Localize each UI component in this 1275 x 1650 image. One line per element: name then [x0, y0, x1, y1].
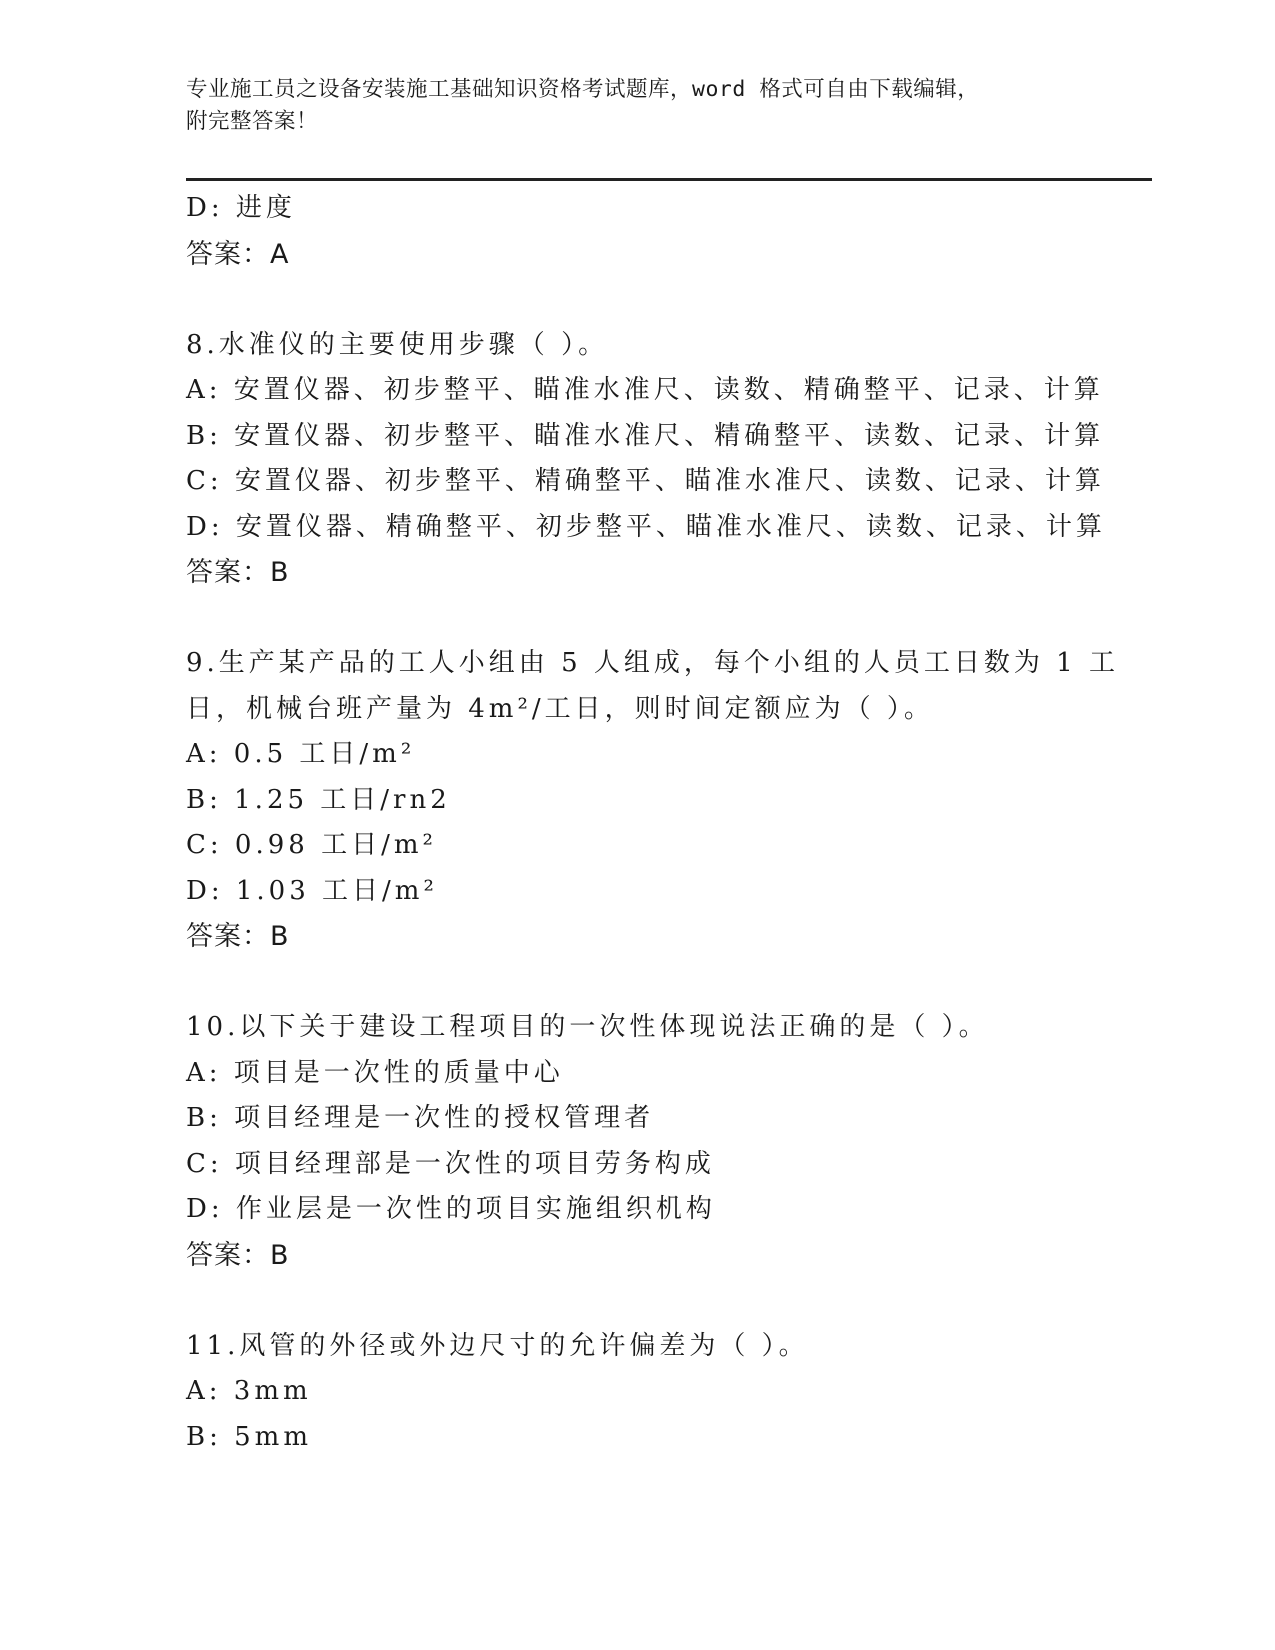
option-a: A: 3mm: [186, 1376, 312, 1406]
question-7: [186, 186, 1186, 277]
option-d: D: 进度: [186, 193, 296, 223]
option-b: B: 安置仪器、初步整平、瞄准水准尺、精确整平、读数、记录、计算: [186, 420, 1105, 451]
answer: 答案：B: [186, 1239, 290, 1271]
spacer: [186, 277, 1186, 323]
question-list: [186, 186, 1186, 1460]
option-c: C: 0.98 工日/m²: [186, 830, 437, 860]
option-c: C: 项目经理部是一次性的项目劳务构成: [186, 1148, 715, 1179]
option-b: B: 1.25 工日/rn2: [186, 784, 451, 815]
header-line-1: 专业施工员之设备安装施工基础知识资格考试题库，word 格式可自由下载编辑，: [186, 77, 980, 102]
answer: 答案：B: [186, 921, 290, 952]
option-d: D: 1.03 工日/m²: [186, 875, 438, 906]
question-stem: 11.风管的外径或外边尺寸的允许偏差为（ ）。: [186, 1330, 809, 1361]
option-b: B: 5mm: [186, 1421, 312, 1452]
spacer: [186, 596, 1186, 642]
answer: 答案：B: [186, 557, 290, 588]
header-line-2: 附完整答案！: [186, 109, 319, 134]
option-d: D: 安置仪器、精确整平、初步整平、瞄准水准尺、读数、记录、计算: [186, 511, 1106, 542]
question-8: [186, 323, 1186, 596]
option-d: D: 作业层是一次性的项目实施组织机构: [186, 1194, 716, 1224]
question-stem: 9.生产某产品的工人小组由 5 人组成，每个小组的人员工日数为 1 工: [186, 648, 1119, 678]
document-header: [186, 74, 1086, 138]
question-stem: 8.水准仪的主要使用步骤（ ）。: [186, 329, 609, 360]
option-a: A: 0.5 工日/m²: [186, 739, 416, 769]
option-c: C: 安置仪器、初步整平、精确整平、瞄准水准尺、读数、记录、计算: [186, 466, 1105, 496]
option-a: A: 安置仪器、初步整平、瞄准水准尺、读数、精确整平、记录、计算: [186, 375, 1104, 405]
question-10: [186, 1005, 1186, 1278]
spacer: [186, 960, 1186, 1006]
answer: 答案：A: [186, 238, 290, 270]
question-9: [186, 641, 1186, 960]
option-a: A: 项目是一次性的质量中心: [186, 1057, 564, 1088]
question-stem: 10.以下关于建设工程项目的一次性体现说法正确的是（ ）。: [186, 1012, 989, 1042]
option-b: B: 项目经理是一次性的授权管理者: [186, 1103, 655, 1133]
question-stem-continued: 日，机械台班产量为 4m²/工日，则时间定额应为（ ）。: [186, 693, 934, 724]
question-11: [186, 1324, 1186, 1461]
header-divider: [186, 178, 1152, 181]
spacer: [186, 1278, 1186, 1324]
